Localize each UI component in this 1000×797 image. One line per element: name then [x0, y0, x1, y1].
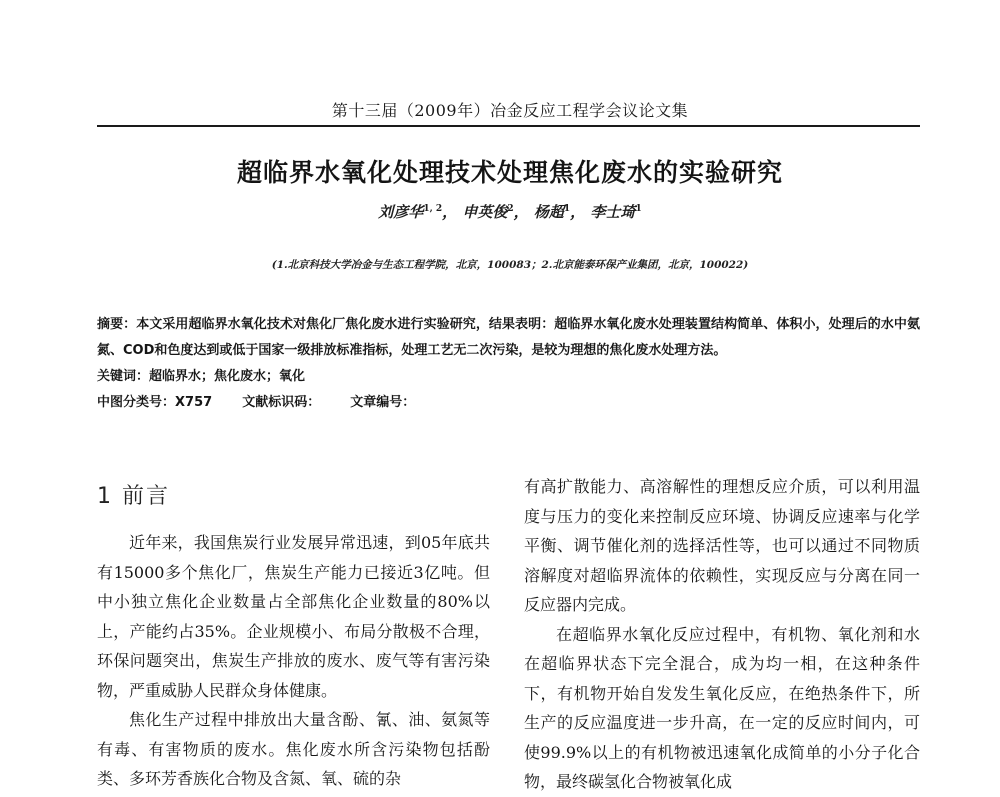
abstract	[97, 312, 920, 364]
abstract-block	[97, 312, 920, 416]
author-name: 李士琦	[590, 203, 636, 221]
body-paragraph: 有高扩散能力、高溶解性的理想反应介质，可以利用温度与压力的变化来控制反应环境、协调反应速率与化学平衡、调节催化剂的选择活性等，也可以通过不同物质溶解度对超临界流体的依赖性，实现反应与分离在同一反应器内完成。	[524, 477, 920, 614]
paper-title: 超临界水氧化处理技术处理焦化废水的实验研究	[236, 158, 783, 187]
article-number-label: 文章编号：	[350, 395, 416, 410]
classification-line	[97, 390, 920, 416]
author-separator: ，	[513, 203, 529, 221]
section-heading: 1 前言	[97, 484, 170, 509]
author-affil-mark: 1	[635, 204, 642, 214]
affiliation: (1.北京科技大学冶金与生态工程学院，北京，100083；2.北京能泰环保产业集团，北京，100022)	[271, 259, 749, 271]
body-paragraph: 近年来，我国焦炭行业发展异常迅速，到05年底共有15000多个焦化厂，焦炭生产能力已接近3亿吨。但中小独立焦化企业数量占全部焦化企业数量的80%以上，产能约占35%。企业规模小、布局分散极不合理，环保问题突出，焦炭生产排放的废水、废气等有害污染物，严重威胁人民群众身体健康。	[97, 533, 490, 700]
author-separator: ，	[570, 203, 586, 221]
author-affil-mark: 2	[507, 204, 514, 214]
document-code-label: 文献标识码：	[242, 395, 321, 410]
abstract-label: 摘要：	[97, 317, 137, 332]
body-column-right	[524, 472, 920, 797]
keywords-text: 超临界水；焦化废水；氧化	[149, 369, 306, 384]
author-name: 申英俊	[462, 203, 508, 221]
author-affil-mark: 1, 2	[423, 204, 443, 214]
keywords	[97, 364, 920, 390]
running-header: 第十三届（2009年）冶金反应工程学会议论文集	[331, 101, 689, 120]
author-separator: ，	[442, 203, 458, 221]
keywords-label: 关键词：	[97, 369, 150, 384]
author-affil-mark: 1	[563, 204, 571, 214]
clc-value: X757	[175, 395, 213, 410]
clc-label: 中图分类号：	[97, 395, 176, 410]
header-rule	[97, 125, 920, 127]
abstract-text: 本文采用超临界水氧化技术对焦化厂焦化废水进行实验研究，结果表明：超临界水氧化废水处理装置结构简单、体积小，处理后的水中氨氮、COD和色度达到或低于国家一级排放标准指标，处理工艺无二次污染，是较为理想的焦化废水处理方法。	[97, 317, 920, 358]
body-column-left	[97, 472, 490, 794]
author-list	[100, 201, 920, 222]
author-name: 杨超	[533, 203, 564, 221]
author-name: 刘彦华	[378, 203, 424, 221]
body-paragraph: 焦化生产过程中排放出大量含酚、氰、油、氨氮等有毒、有害物质的废水。焦化废水所含污染物包括酚类、多环芳香族化合物及含氮、氧、硫的杂	[97, 710, 490, 788]
body-paragraph: 在超临界水氧化反应过程中，有机物、氧化剂和水在超临界状态下完全混合，成为均一相，在这种条件下，有机物开始自发发生氧化反应，在绝热条件下，所生产的反应温度进一步升高，在一定的反应时间内，可使99.9%以上的有机物被迅速氧化成简单的小分子化合物，最终碳氢化合物被氧化成	[524, 624, 920, 791]
